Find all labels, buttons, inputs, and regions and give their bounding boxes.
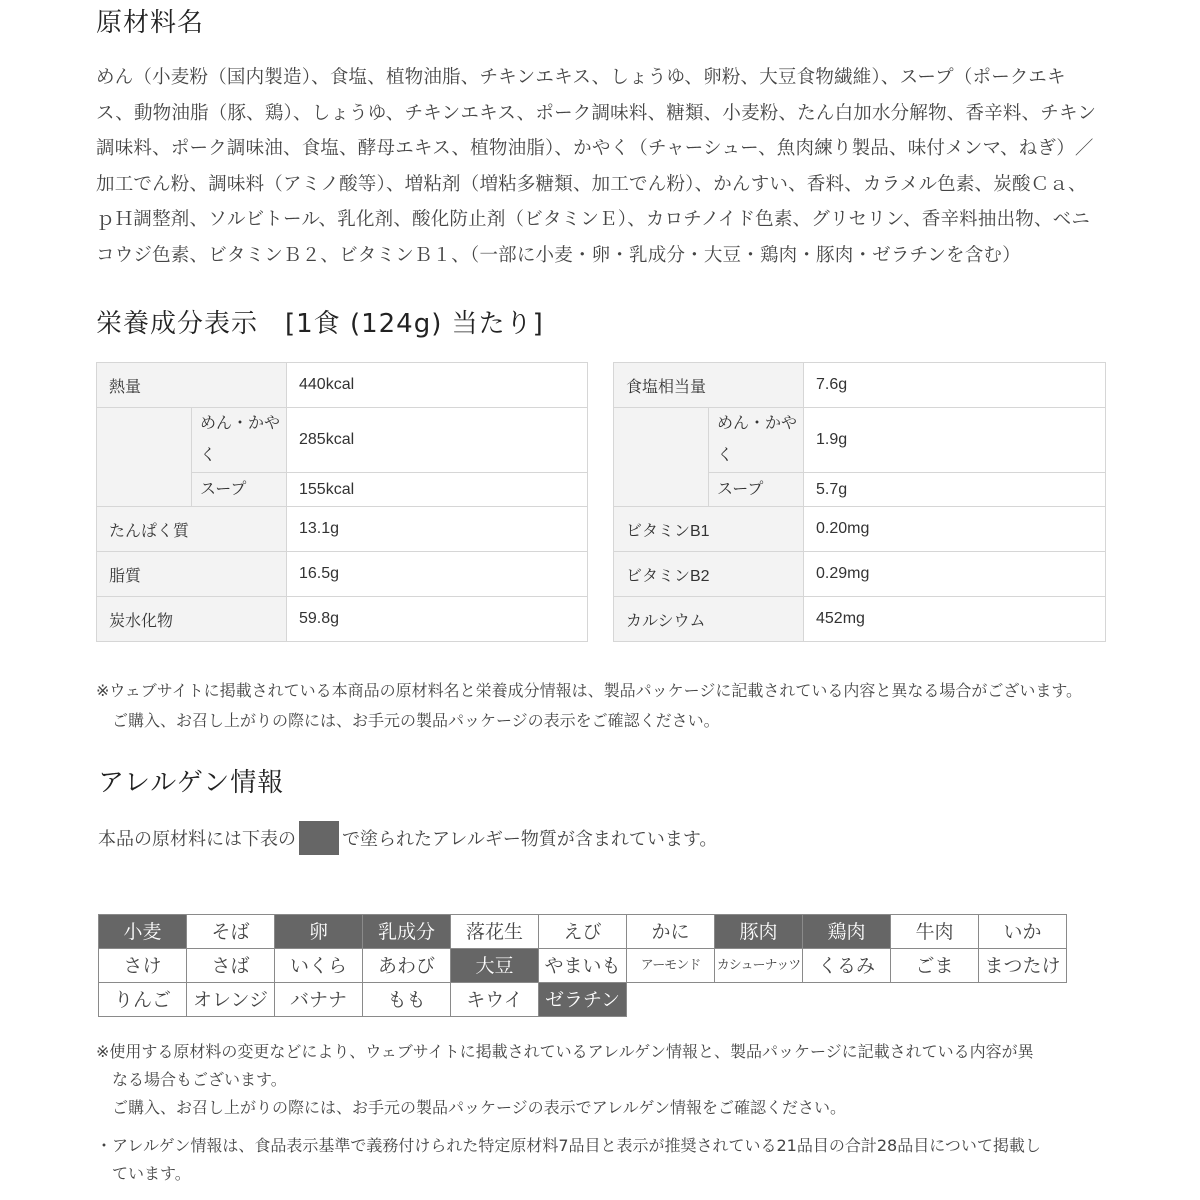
protein-label: たんぱく質 [97,507,287,552]
energy-value: 440kcal [287,363,588,408]
table-row [97,363,588,408]
allergen-cell: オレンジ [187,983,275,1017]
carb-value: 59.8g [287,597,588,642]
ingredients-line: ｐＨ調整剤、ソルビトール、乳化剤、酸化防止剤（ビタミンＥ）、カロチノイド色素、グリセリン、香辛料抽出物、ベニ [96,209,1091,230]
nutrition-note [96,676,1082,736]
allergen-cell: 落花生 [451,915,539,949]
allergen-swatch [299,821,339,855]
allergen-intro-before: 本品の原材料には下表の [98,829,296,850]
calcium-label: カルシウム [614,597,804,642]
allergen-note-line: ※使用する原材料の変更などにより、ウェブサイトに掲載されているアレルゲン情報と、製品パッケージに記載されている内容が異 [96,1042,1034,1061]
protein-value: 13.1g [287,507,588,552]
allergen-cell: 乳成分 [363,915,451,949]
table-row [97,597,588,642]
allergen-cell: 豚肉 [715,915,803,949]
allergen-cell: キウイ [451,983,539,1017]
fat-value: 16.5g [287,552,588,597]
ingredients-text [96,60,1106,273]
allergen-cell: いくら [275,949,363,983]
allergen-cell: やまいも [539,949,627,983]
calcium-value: 452mg [804,597,1106,642]
vitamin-b2-label: ビタミンB2 [614,552,804,597]
salt-soup-value: 5.7g [804,473,1106,507]
allergen-cell: さば [187,949,275,983]
allergen-cell: いか [979,915,1067,949]
nutrition-note-line: ご購入、お召し上がりの際には、お手元の製品パッケージの表示をご確認ください。 [112,711,720,730]
allergen-cell: そば [187,915,275,949]
salt-noodle-label: めん・かやく [709,408,804,473]
allergen-cell: えび [539,915,627,949]
ingredients-line: 加工でん粉、調味料（アミノ酸等）、増粘剤（増粘多糖類、加工でん粉）、かんすい、香料、カラメル色素、炭酸Ｃａ、 [96,173,1087,195]
allergen-cell: ゼラチン [539,983,627,1017]
allergen-cell: 大豆 [451,949,539,983]
nutrition-table-right [613,362,1106,642]
allergen-cell: カシューナッツ [715,949,803,983]
ingredients-line: ス、動物油脂（豚、鶏）、しょうゆ、チキンエキス、ポーク調味料、糖類、小麦粉、たん白加水分解物、香辛料、チキン [96,102,1097,124]
allergen-cell: もも [363,983,451,1017]
allergen-note-line: ています。 [112,1164,191,1183]
allergen-note-line: ご購入、お召し上がりの際には、お手元の製品パッケージの表示でアレルゲン情報をご確認ください。 [112,1098,847,1117]
allergen-intro [98,823,717,857]
allergen-table [98,914,1067,1017]
table-row [97,552,588,597]
nutrition-note-line: ※ウェブサイトに掲載されている本商品の原材料名と栄養成分情報は、製品パッケージに記載されている内容と異なる場合がございます。 [96,681,1083,700]
ingredients-line: コウジ色素、ビタミンＢ２、ビタミンＢ１、（一部に小麦・卵・乳成分・大豆・鶏肉・豚肉・ゼラチンを含む） [96,244,1021,266]
allergen-intro-after: で塗られたアレルギー物質が含まれています。 [342,829,718,850]
ingredients-line: めん（小麦粉（国内製造）、食塩、植物油脂、チキンエキス、しょうゆ、卵粉、大豆食物繊維）、スープ（ポークエキ [96,67,1066,88]
allergen-note-line: なる場合もございます。 [112,1070,287,1089]
salt-value: 7.6g [804,363,1106,408]
allergen-row [99,949,1067,983]
salt-noodle-value: 1.9g [804,408,1106,473]
salt-soup-label: スープ [709,473,804,507]
allergen-cell: さけ [99,949,187,983]
allergen-note [96,1038,1041,1188]
energy-soup-label: スープ [192,473,287,507]
energy-noodle-value: 285kcal [287,408,588,473]
table-row [614,597,1106,642]
allergen-cell: りんご [99,983,187,1017]
energy-soup-value: 155kcal [287,473,588,507]
allergen-cell: 牛肉 [891,915,979,949]
carb-label: 炭水化物 [97,597,287,642]
table-row [97,408,588,473]
fat-label: 脂質 [97,552,287,597]
allergen-row [99,983,1067,1017]
allergen-row [99,915,1067,949]
ingredients-title: 原材料名 [96,8,205,38]
energy-indent [97,408,192,507]
nutrition-title: 栄養成分表示 [1食 (124g) 当たり] [96,309,544,339]
table-row [614,363,1106,408]
allergen-cell: ごま [891,949,979,983]
allergen-cell: アーモンド [627,949,715,983]
energy-noodle-label: めん・かやく [192,408,287,473]
table-row [614,552,1106,597]
allergen-cell: 卵 [275,915,363,949]
allergen-cell: くるみ [803,949,891,983]
vitamin-b1-value: 0.20mg [804,507,1106,552]
allergen-cell: かに [627,915,715,949]
salt-label: 食塩相当量 [614,363,804,408]
allergen-title: アレルゲン情報 [98,768,285,798]
allergen-cell: 鶏肉 [803,915,891,949]
allergen-cell: 小麦 [99,915,187,949]
allergen-cell: あわび [363,949,451,983]
table-row [614,507,1106,552]
energy-label: 熱量 [97,363,287,408]
nutrition-table-left [96,362,588,642]
vitamin-b1-label: ビタミンB1 [614,507,804,552]
allergen-note-line: ・アレルゲン情報は、食品表示基準で義務付けられた特定原材料7品目と表示が推奨されている21品目の合計28品目について掲載し [96,1136,1041,1155]
ingredients-line: 調味料、ポーク調味油、食塩、酵母エキス、植物油脂）、かやく（チャーシュー、魚肉練り製品、味付メンマ、ねぎ）／ [96,138,1094,159]
allergen-cell: バナナ [275,983,363,1017]
salt-indent [614,408,709,507]
allergen-cell: まつたけ [979,949,1067,983]
table-row [614,408,1106,473]
table-row [97,507,588,552]
vitamin-b2-value: 0.29mg [804,552,1106,597]
